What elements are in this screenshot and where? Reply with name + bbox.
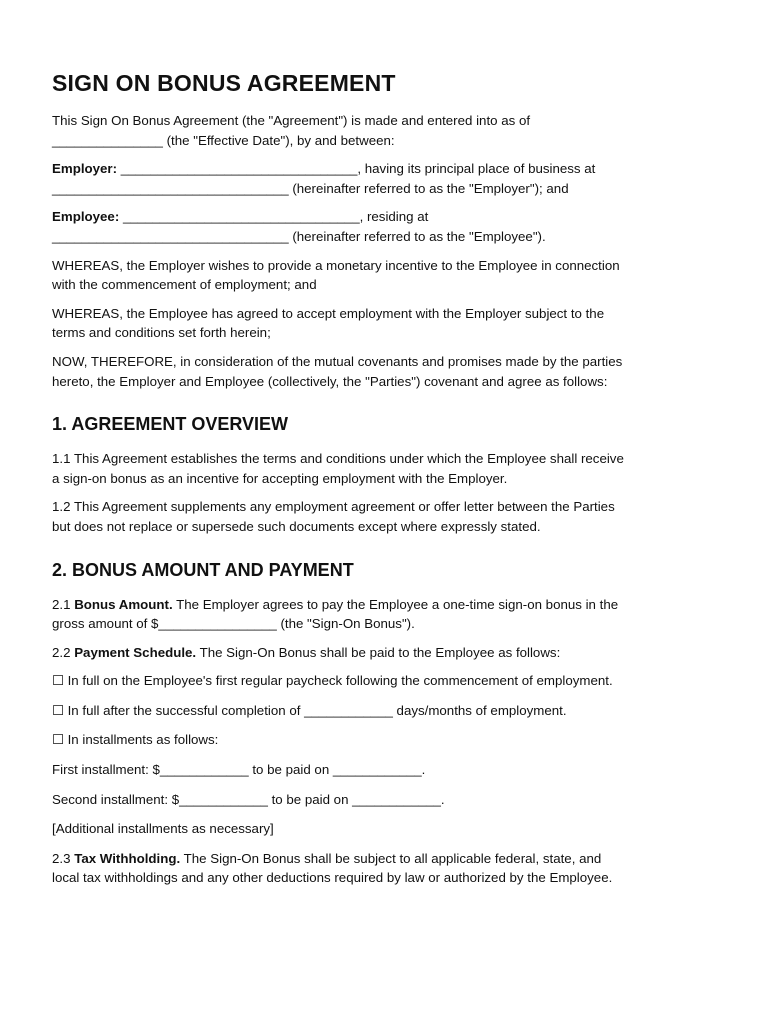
clause-2-3-line-2: local tax withholdings and any other deductions required by law or authorized by the Employee. bbox=[52, 870, 613, 886]
employer-label: Employer: bbox=[52, 161, 118, 177]
intro-paragraph bbox=[52, 111, 728, 150]
document-page bbox=[52, 70, 728, 897]
clause-2-3-number: 2.3 bbox=[52, 850, 75, 866]
clause-2-3 bbox=[52, 849, 728, 888]
employee-label: Employee: bbox=[52, 209, 120, 225]
employer-paragraph bbox=[52, 159, 728, 198]
employee-paragraph bbox=[52, 207, 728, 246]
first-installment: First installment: $____________ to be paid on ____________. bbox=[52, 762, 426, 778]
section-2-heading: 2. BONUS AMOUNT AND PAYMENT bbox=[52, 559, 354, 580]
employee-line-2: ________________________________ (hereinafter referred to as the "Employee"). bbox=[52, 228, 546, 244]
whereas-paragraph-2 bbox=[52, 304, 728, 343]
employer-line-1: ________________________________, having its principal place of business at bbox=[117, 161, 596, 177]
checkbox-icon[interactable]: ☐ bbox=[52, 702, 64, 718]
clause-1-1-line-1: 1.1 This Agreement establishes the terms and conditions under which the Employee shall receive bbox=[52, 451, 624, 467]
clause-2-1 bbox=[52, 595, 728, 634]
payment-option-2 bbox=[52, 701, 728, 721]
intro-line-1: This Sign On Bonus Agreement (the "Agreement") is made and entered into as of bbox=[52, 113, 531, 128]
clause-2-1-number: 2.1 bbox=[52, 596, 75, 612]
clause-1-2-line-1: 1.2 This Agreement supplements any employment agreement or offer letter between the Parties bbox=[52, 499, 615, 515]
payment-option-3-text: In installments as follows: bbox=[63, 732, 219, 748]
clause-2-1-line-1: The Employer agrees to pay the Employee a one-time sign-on bonus in the bbox=[172, 596, 619, 612]
whereas1-line-2: with the commencement of employment; and bbox=[52, 277, 317, 293]
employer-line-2: ________________________________ (hereinafter referred to as the "Employer"); and bbox=[52, 180, 569, 196]
whereas1-line-1: WHEREAS, the Employer wishes to provide a monetary incentive to the Employee in connection bbox=[52, 257, 620, 273]
clause-2-3-title: Tax Withholding. bbox=[74, 850, 181, 866]
intro-line-2: _______________ (the "Effective Date"), by and between: bbox=[52, 132, 395, 148]
clause-2-1-line-2: gross amount of $________________ (the "Sign-On Bonus"). bbox=[52, 616, 415, 632]
payment-option-1-text: In full on the Employee's first regular paycheck following the commencement of employment. bbox=[63, 673, 613, 689]
section-2 bbox=[52, 560, 728, 889]
clause-1-2-line-2: but does not replace or supersede such documents except where expressly stated. bbox=[52, 518, 541, 534]
whereas2-line-2: terms and conditions set forth herein; bbox=[52, 325, 271, 341]
whereas2-line-1: WHEREAS, the Employee has agreed to accept employment with the Employer subject to the bbox=[52, 305, 605, 321]
section-1-heading: 1. AGREEMENT OVERVIEW bbox=[52, 414, 289, 435]
payment-option-3 bbox=[52, 730, 728, 750]
whereas-paragraph-1 bbox=[52, 256, 728, 295]
clause-1-2 bbox=[52, 497, 728, 536]
employee-line-1: ________________________________, residing at bbox=[119, 209, 429, 225]
payment-option-2-text: In full after the successful completion of ____________ days/months of employment. bbox=[63, 702, 567, 718]
clause-2-2-title: Payment Schedule. bbox=[74, 644, 197, 660]
checkbox-icon[interactable]: ☐ bbox=[52, 732, 64, 748]
section-1 bbox=[52, 414, 728, 536]
clause-2-2-text: The Sign-On Bonus shall be paid to the Employee as follows: bbox=[196, 644, 561, 660]
checkbox-icon[interactable]: ☐ bbox=[52, 673, 64, 689]
now-therefore-paragraph bbox=[52, 352, 728, 391]
document-title: SIGN ON BONUS AGREEMENT bbox=[52, 70, 396, 96]
second-installment: Second installment: $____________ to be paid on ____________. bbox=[52, 791, 445, 807]
clause-2-1-title: Bonus Amount. bbox=[74, 596, 173, 612]
payment-option-1 bbox=[52, 671, 728, 691]
clause-2-2 bbox=[52, 643, 728, 663]
clause-2-2-number: 2.2 bbox=[52, 644, 75, 660]
clause-1-1 bbox=[52, 449, 728, 488]
now-therefore-line-1: NOW, THEREFORE, in consideration of the mutual covenants and promises made by the parties bbox=[52, 353, 623, 369]
additional-installments: [Additional installments as necessary] bbox=[52, 821, 274, 837]
now-therefore-line-2: hereto, the Employer and Employee (collectively, the "Parties") covenant and agree as follows: bbox=[52, 373, 608, 389]
clause-2-3-line-1: The Sign-On Bonus shall be subject to all applicable federal, state, and bbox=[180, 850, 602, 866]
clause-1-1-line-2: a sign-on bonus as an incentive for accepting employment with the Employer. bbox=[52, 470, 508, 486]
